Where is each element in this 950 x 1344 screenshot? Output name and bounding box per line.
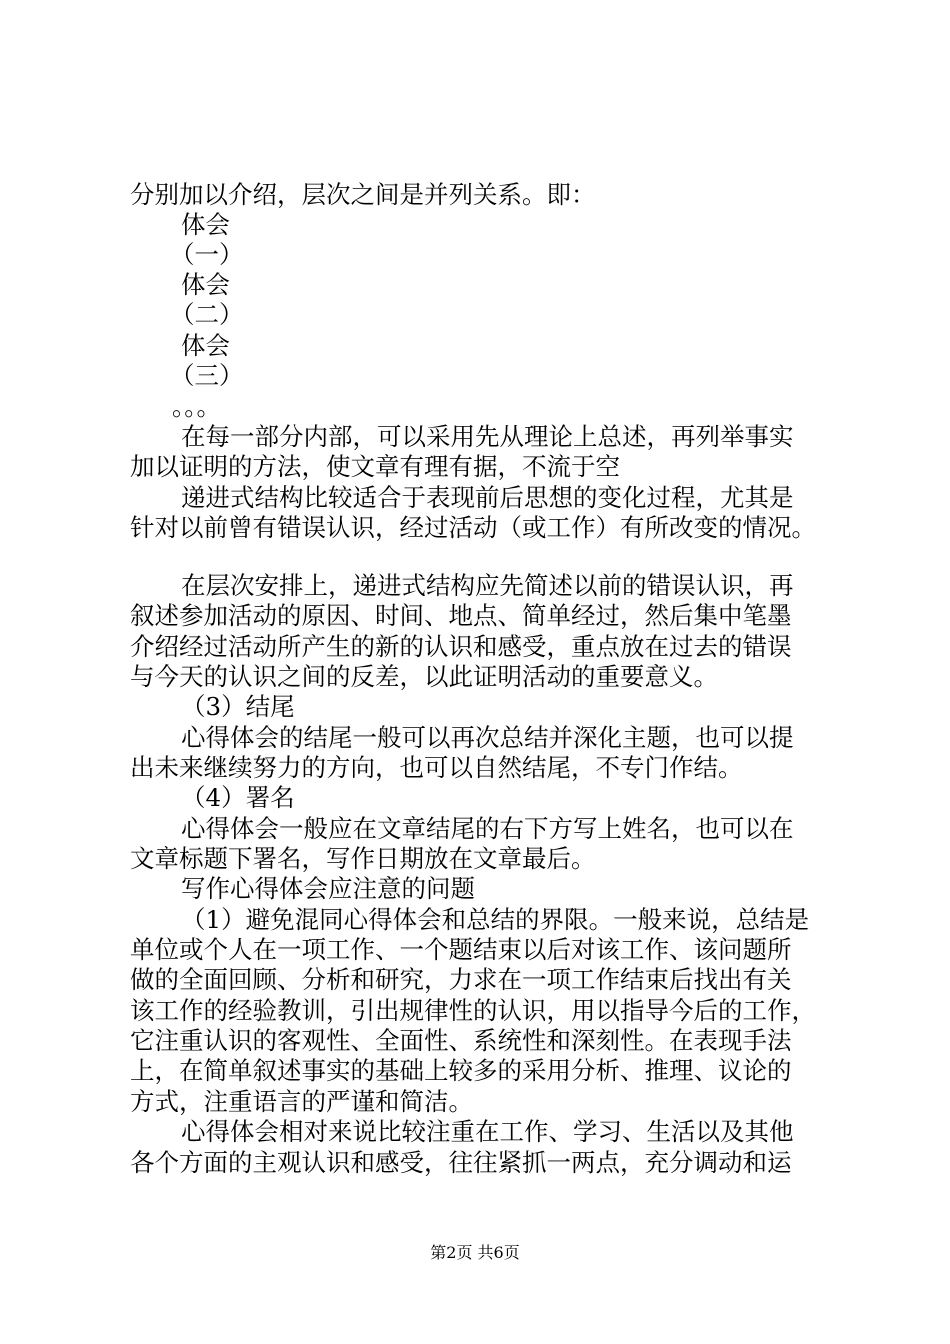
text-line: 它注重认识的客观性、全面性、系统性和深刻性。在表现手法 <box>130 1026 792 1055</box>
text-line: 各个方面的主观认识和感受，往往紧抓一两点，充分调动和运 <box>130 1148 792 1177</box>
text-line: （一） <box>170 240 244 269</box>
text-line: （4）署名 <box>181 783 295 812</box>
text-line: （三） <box>170 361 244 390</box>
text-line: 该工作的经验教训，引出规律性的认识，用以指导今后的工作， <box>130 996 816 1025</box>
text-line: 写作心得体会应注意的问题 <box>181 874 475 903</box>
text-line: 方式，注重语言的严谨和简洁。 <box>130 1087 473 1116</box>
text-line: （二） <box>170 300 244 329</box>
text-line: 在层次安排上，递进式结构应先简述以前的错误认识，再 <box>181 571 794 600</box>
page-footer: 第2页 共6页 <box>430 1243 520 1262</box>
text-line: 与今天的认识之间的反差，以此证明活动的重要意义。 <box>130 662 718 691</box>
text-line: 心得体会的结尾一般可以再次总结并深化主题，也可以提 <box>181 723 794 752</box>
text-line: 介绍经过活动所产生的新的认识和感受，重点放在过去的错误 <box>130 632 792 661</box>
text-line: 心得体会相对来说比较注重在工作、学习、生活以及其他 <box>181 1117 794 1146</box>
text-line: 递进式结构比较适合于表现前后思想的变化过程，尤其是 <box>181 483 794 512</box>
text-line: （1）避免混同心得体会和总结的界限。一般来说，总结是 <box>181 905 810 934</box>
text-line: 做的全面回顾、分析和研究，力求在一项工作结束后找出有关 <box>130 965 792 994</box>
text-line: 心得体会一般应在文章结尾的右下方写上姓名，也可以在 <box>181 814 794 843</box>
text-line: 单位或个人在一项工作、一个题结束以后对该工作、该问题所 <box>130 935 792 964</box>
text-line: 上，在简单叙述事实的基础上较多的采用分析、推理、议论的 <box>130 1056 792 1085</box>
text-line: 文章标题下署名，写作日期放在文章最后。 <box>130 844 596 873</box>
text-line: （3）结尾 <box>181 692 295 721</box>
text-line: 加以证明的方法，使文章有理有据，不流于空 <box>130 452 620 481</box>
text-line: 出未来继续努力的方向，也可以自然结尾，不专门作结。 <box>130 753 743 782</box>
text-line: 体会 <box>181 331 230 360</box>
text-line: 分别加以介绍，层次之间是并列关系。即： <box>130 180 596 209</box>
text-line: 叙述参加活动的原因、时间、地点、简单经过，然后集中笔墨 <box>130 601 792 630</box>
text-line: 。。。 <box>172 392 221 421</box>
text-line: 体会 <box>181 210 230 239</box>
text-line: 体会 <box>181 270 230 299</box>
text-line: 在每一部分内部，可以采用先从理论上总述，再列举事实 <box>181 422 794 451</box>
text-line: 针对以前曾有错误认识，经过活动（或工作）有所改变的情况。 <box>130 513 816 542</box>
